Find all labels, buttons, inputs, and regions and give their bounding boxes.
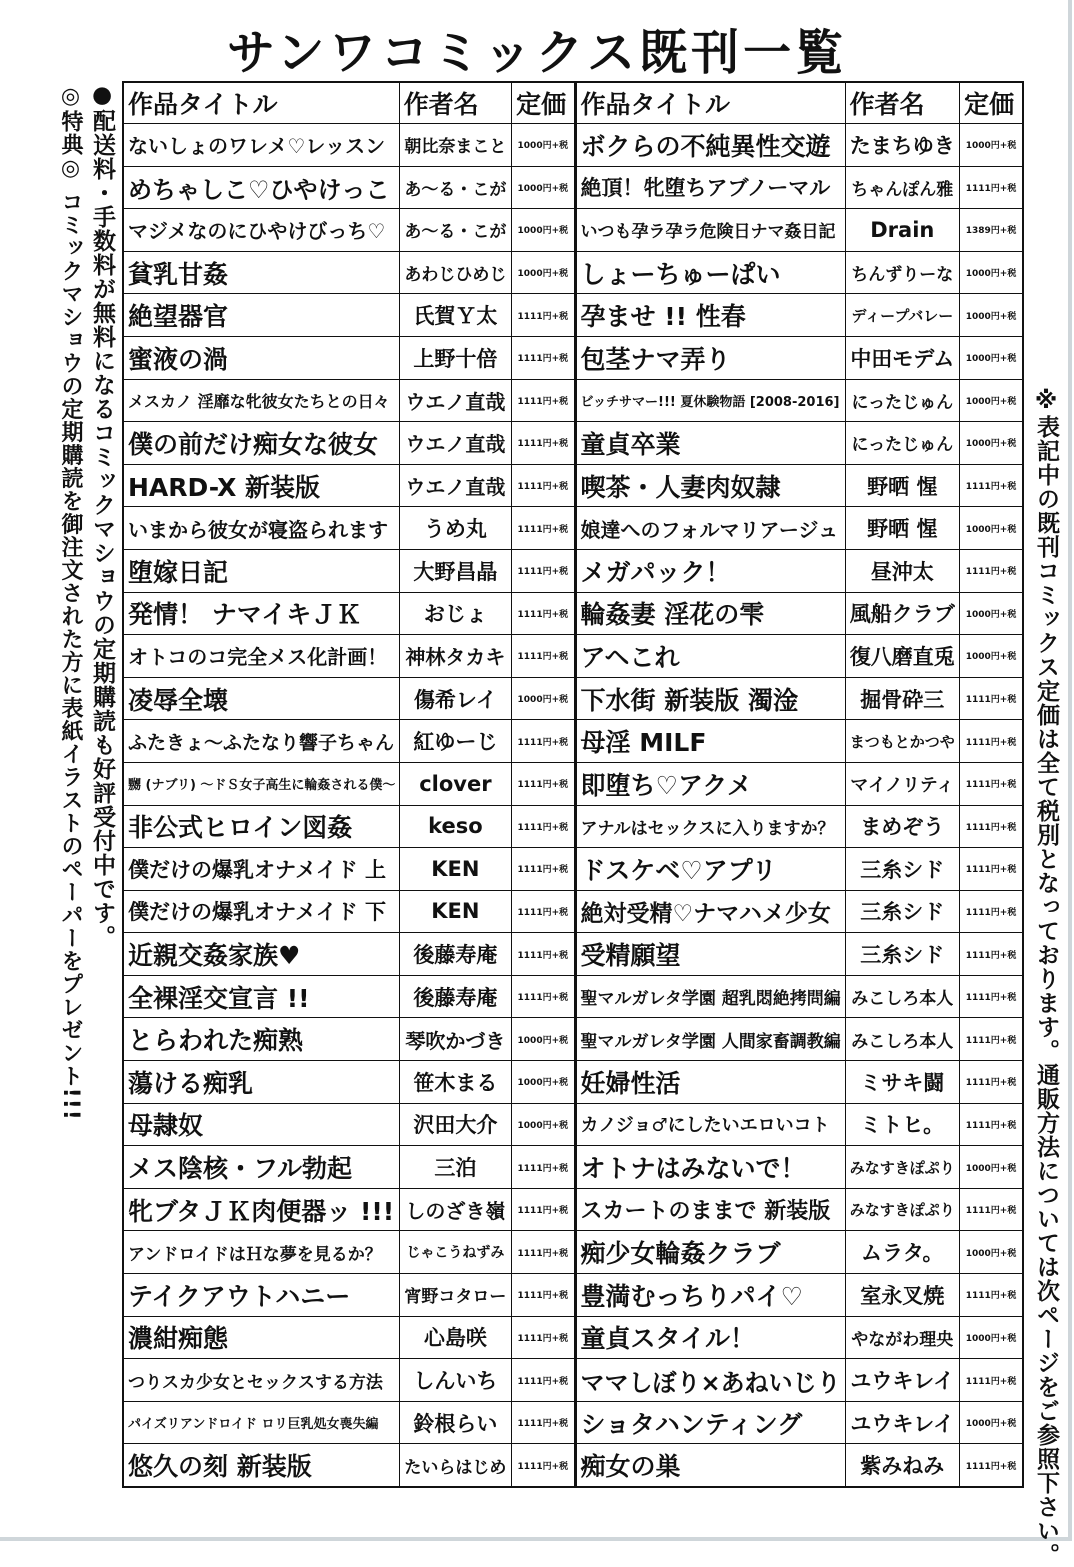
book-title: アヘこれ xyxy=(575,635,845,678)
book-author: 神林タカキ xyxy=(399,635,512,678)
book-title: 母淫 MILF xyxy=(575,720,845,763)
book-title: ドスケベ♡アプリ xyxy=(575,848,845,891)
header-price-right: 定価 xyxy=(960,82,1023,124)
table-row xyxy=(123,1146,1023,1189)
table-row xyxy=(123,549,1023,592)
book-price: 1111円+税 xyxy=(512,933,575,976)
book-title: 聖マルガレタ学園 人間家畜調教編 xyxy=(575,1018,845,1061)
table-row xyxy=(123,422,1023,465)
table-row xyxy=(123,379,1023,422)
book-price: 1000円+税 xyxy=(960,507,1023,550)
book-author: じゃこうねずみ xyxy=(399,1231,512,1274)
book-author: ユウキレイ xyxy=(845,1401,960,1444)
book-title: ふたきょ～ふたなり響子ちゃん xyxy=(123,720,399,763)
book-title: メスカノ 淫靡な牝彼女たちとの日々 xyxy=(123,379,399,422)
book-title: 発情！ ナマイキＪＫ xyxy=(123,592,399,635)
book-author: うめ丸 xyxy=(399,507,512,550)
book-price: 1000円+税 xyxy=(512,1018,575,1061)
table-row xyxy=(123,890,1023,933)
book-title: めちゃしこ♡ひやけっこ xyxy=(123,166,399,209)
book-price: 1000円+税 xyxy=(960,294,1023,337)
book-author: たいらはじめ xyxy=(399,1444,512,1487)
book-title: メガパック！ xyxy=(575,549,845,592)
book-title: カノジョ♂にしたいエロいコト xyxy=(575,1103,845,1146)
book-author: 野晒 惺 xyxy=(845,464,960,507)
book-price: 1111円+税 xyxy=(960,805,1023,848)
book-title: いまから彼女が寝盗られます xyxy=(123,507,399,550)
book-author: 野晒 惺 xyxy=(845,507,960,550)
book-author: ディープバレー xyxy=(845,294,960,337)
book-price: 1000円+税 xyxy=(960,1401,1023,1444)
header-title-left: 作品タイトル xyxy=(123,82,399,124)
book-author: KEN xyxy=(399,848,512,891)
book-price: 1000円+税 xyxy=(960,592,1023,635)
table-row xyxy=(123,975,1023,1018)
book-author: しんいち xyxy=(399,1359,512,1402)
book-author: にったじゅん xyxy=(845,422,960,465)
table-row xyxy=(123,1359,1023,1402)
book-price: 1111円+税 xyxy=(960,1103,1023,1146)
book-author: ウエノ直哉 xyxy=(399,379,512,422)
book-price: 1111円+税 xyxy=(512,549,575,592)
book-author: 三糸シド xyxy=(845,933,960,976)
book-price: 1000円+税 xyxy=(960,336,1023,379)
book-author: たまちゆき xyxy=(845,124,960,167)
book-price: 1000円+税 xyxy=(512,1061,575,1104)
book-price: 1389円+税 xyxy=(960,209,1023,252)
book-price: 1000円+税 xyxy=(960,124,1023,167)
book-author: おじょ xyxy=(399,592,512,635)
book-title: 濃紺痴態 xyxy=(123,1316,399,1359)
book-price: 1000円+税 xyxy=(512,677,575,720)
book-author: 後藤寿庵 xyxy=(399,975,512,1018)
book-title: HARD-X 新装版 xyxy=(123,464,399,507)
book-author: 三泊 xyxy=(399,1146,512,1189)
book-title: 痴女の巣 xyxy=(575,1444,845,1487)
book-price: 1111円+税 xyxy=(960,1188,1023,1231)
book-title: 痴少女輪姦クラブ xyxy=(575,1231,845,1274)
book-price: 1111円+税 xyxy=(512,1359,575,1402)
book-author: あわじひめじ xyxy=(399,251,512,294)
book-price: 1000円+税 xyxy=(960,379,1023,422)
book-title: 聖マルガレタ学園 超乳悶絶拷問編 xyxy=(575,975,845,1018)
book-title: 絶対受精♡ナマハメ少女 xyxy=(575,890,845,933)
book-price: 1111円+税 xyxy=(512,975,575,1018)
book-author: やながわ理央 xyxy=(845,1316,960,1359)
book-title: オトナはみないで！ xyxy=(575,1146,845,1189)
book-price: 1111円+税 xyxy=(512,720,575,763)
book-price: 1000円+税 xyxy=(960,422,1023,465)
header-author-right: 作者名 xyxy=(845,82,960,124)
table-row xyxy=(123,1316,1023,1359)
book-price: 1111円+税 xyxy=(512,336,575,379)
book-price: 1000円+税 xyxy=(960,251,1023,294)
table-row xyxy=(123,209,1023,252)
book-author: Drain xyxy=(845,209,960,252)
table-row xyxy=(123,635,1023,678)
book-price: 1111円+税 xyxy=(960,1018,1023,1061)
table-row xyxy=(123,1401,1023,1444)
subscription-note: ●配送料・手数料が無料になるコミックマショウの定期購読も好評受付中です。 xyxy=(89,82,115,949)
table-row xyxy=(123,848,1023,891)
book-author: 琴吹かづき xyxy=(399,1018,512,1061)
book-price: 1111円+税 xyxy=(512,1231,575,1274)
book-title: とらわれた痴熟 xyxy=(123,1018,399,1061)
book-title: 牝ブタＪＫ肉便器ッ !!! xyxy=(123,1188,399,1231)
book-price: 1000円+税 xyxy=(512,209,575,252)
book-author: みなすきぽぷり xyxy=(845,1146,960,1189)
book-title: 童貞卒業 xyxy=(575,422,845,465)
book-title: オトコのコ完全メス化計画！ xyxy=(123,635,399,678)
book-title: 嬲 (ナブリ) ～ドＳ女子高生に輪姦される僕～ xyxy=(123,762,399,805)
book-price: 1111円+税 xyxy=(960,464,1023,507)
catalog-rows xyxy=(123,124,1023,1488)
book-author: ウエノ直哉 xyxy=(399,422,512,465)
book-author: 心島咲 xyxy=(399,1316,512,1359)
book-price: 1111円+税 xyxy=(512,762,575,805)
book-price: 1111円+税 xyxy=(512,294,575,337)
book-title: アンドロイドはＨな夢を見るか？ xyxy=(123,1231,399,1274)
book-price: 1000円+税 xyxy=(960,635,1023,678)
book-author: 中田モデム xyxy=(845,336,960,379)
book-author: マイノリティ xyxy=(845,762,960,805)
book-price: 1000円+税 xyxy=(960,1231,1023,1274)
book-author: まつもとかつや xyxy=(845,720,960,763)
book-title: 堕嫁日記 xyxy=(123,549,399,592)
book-title: 蕩ける痴乳 xyxy=(123,1061,399,1104)
book-author: 昼沖太 xyxy=(845,549,960,592)
book-author: keso xyxy=(399,805,512,848)
book-title: 蜜液の渦 xyxy=(123,336,399,379)
book-title: 娘達へのフォルマリアージュ xyxy=(575,507,845,550)
book-author: 氏賀Ｙ太 xyxy=(399,294,512,337)
book-title: 貧乳甘姦 xyxy=(123,251,399,294)
header-price-left: 定価 xyxy=(512,82,575,124)
book-price: 1111円+税 xyxy=(512,890,575,933)
book-price: 1111円+税 xyxy=(512,1146,575,1189)
book-price: 1111円+税 xyxy=(960,720,1023,763)
book-author: ミサキ闘 xyxy=(845,1061,960,1104)
book-title: 受精願望 xyxy=(575,933,845,976)
book-author: 宵野コタロー xyxy=(399,1274,512,1317)
book-title: 包茎ナマ弄り xyxy=(575,336,845,379)
book-price: 1111円+税 xyxy=(512,1316,575,1359)
book-title: 豊満むっちりパイ♡ xyxy=(575,1274,845,1317)
book-author: にったじゅん xyxy=(845,379,960,422)
table-row xyxy=(123,1274,1023,1317)
book-title: 絶望器官 xyxy=(123,294,399,337)
book-title: いつも孕ラ孕ラ危険日ナマ姦日記 xyxy=(575,209,845,252)
book-author: 三糸シド xyxy=(845,890,960,933)
book-price: 1000円+税 xyxy=(512,124,575,167)
book-title: ショタハンティング xyxy=(575,1401,845,1444)
book-title: 下水街 新装版 濁淦 xyxy=(575,677,845,720)
book-title: ないしょのワレメ♡レッスン xyxy=(123,124,399,167)
book-price: 1111円+税 xyxy=(960,1359,1023,1402)
book-title: パイズリアンドロイド ロリ巨乳処女喪失編 xyxy=(123,1401,399,1444)
book-author: ミトヒ。 xyxy=(845,1103,960,1146)
book-author: 三糸シド xyxy=(845,848,960,891)
book-price: 1111円+税 xyxy=(512,1444,575,1487)
table-row xyxy=(123,124,1023,167)
book-title: 僕だけの爆乳オナメイド 下 xyxy=(123,890,399,933)
table-row xyxy=(123,1444,1023,1487)
book-title: 喫茶・人妻肉奴隷 xyxy=(575,464,845,507)
book-price: 1111円+税 xyxy=(960,677,1023,720)
book-price: 1000円+税 xyxy=(960,1146,1023,1189)
book-author: 沢田大介 xyxy=(399,1103,512,1146)
book-title: 即堕ち♡アクメ xyxy=(575,762,845,805)
book-author: みこしろ本人 xyxy=(845,975,960,1018)
book-price: 1111円+税 xyxy=(512,635,575,678)
page-title: サンワコミックス既刊一覧 xyxy=(226,25,848,81)
book-price: 1111円+税 xyxy=(960,975,1023,1018)
book-title: マジメなのにひやけびっち♡ xyxy=(123,209,399,252)
book-author: みなすきぽぷり xyxy=(845,1188,960,1231)
book-price: 1111円+税 xyxy=(512,805,575,848)
table-row xyxy=(123,166,1023,209)
book-author: 傷希レイ xyxy=(399,677,512,720)
book-author: 風船クラブ xyxy=(845,592,960,635)
book-author: 紅ゆーじ xyxy=(399,720,512,763)
book-price: 1111円+税 xyxy=(960,848,1023,891)
header-author-left: 作者名 xyxy=(399,82,512,124)
book-title: スカートのままで 新装版 xyxy=(575,1188,845,1231)
table-row xyxy=(123,1231,1023,1274)
book-title: ボクらの不純異性交遊 xyxy=(575,124,845,167)
table-row xyxy=(123,762,1023,805)
book-title: ビッチサマー!!! 夏休験物語 [2008-2016] xyxy=(575,379,845,422)
book-price: 1111円+税 xyxy=(960,1061,1023,1104)
book-title: つりスカ少女とセックスする方法 xyxy=(123,1359,399,1402)
book-price: 1111円+税 xyxy=(960,166,1023,209)
book-title: アナルはセックスに入りますか？ xyxy=(575,805,845,848)
price-note: ※表記中の既刊コミックス定価は全て税別となっております。通販方法については次ページをご参照下さい。 xyxy=(1033,388,1059,1567)
header-title-right: 作品タイトル xyxy=(575,82,845,124)
book-author: 掘骨砕三 xyxy=(845,677,960,720)
book-price: 1111円+税 xyxy=(960,1274,1023,1317)
table-row xyxy=(123,592,1023,635)
book-price: 1111円+税 xyxy=(960,549,1023,592)
book-price: 1111円+税 xyxy=(960,762,1023,805)
book-title: 母隷奴 xyxy=(123,1103,399,1146)
book-price: 1111円+税 xyxy=(512,422,575,465)
table-row xyxy=(123,677,1023,720)
book-price: 1111円+税 xyxy=(512,379,575,422)
table-row xyxy=(123,720,1023,763)
book-price: 1111円+税 xyxy=(512,464,575,507)
book-author: ウエノ直哉 xyxy=(399,464,512,507)
table-row xyxy=(123,336,1023,379)
table-row xyxy=(123,1188,1023,1231)
book-author: clover xyxy=(399,762,512,805)
table-row xyxy=(123,805,1023,848)
book-title: ママしぼり×あねいじり xyxy=(575,1359,845,1402)
book-author: ユウキレイ xyxy=(845,1359,960,1402)
book-title: 絶頂！牝堕ちアブノーマル xyxy=(575,166,845,209)
book-author: あ～る・こが xyxy=(399,166,512,209)
book-title: 妊婦性活 xyxy=(575,1061,845,1104)
book-author: みこしろ本人 xyxy=(845,1018,960,1061)
book-title: 輪姦妻 淫花の雫 xyxy=(575,592,845,635)
book-author: ちゃんぽん雅 xyxy=(845,166,960,209)
book-author: ちんずりーな xyxy=(845,251,960,294)
book-author: 後藤寿庵 xyxy=(399,933,512,976)
book-author: 復八磨直兎 xyxy=(845,635,960,678)
table-row xyxy=(123,1103,1023,1146)
book-price: 1111円+税 xyxy=(512,1188,575,1231)
book-author: 朝比奈まこと xyxy=(399,124,512,167)
book-price: 1111円+税 xyxy=(512,1274,575,1317)
book-author: 大野昌晶 xyxy=(399,549,512,592)
header-row xyxy=(123,82,1023,124)
book-author: あ～る・こが xyxy=(399,209,512,252)
book-author: まめぞう xyxy=(845,805,960,848)
book-title: 非公式ヒロイン図姦 xyxy=(123,805,399,848)
book-author: 鈴根らい xyxy=(399,1401,512,1444)
book-title: 悠久の刻 新装版 xyxy=(123,1444,399,1487)
book-author: ムラタ。 xyxy=(845,1231,960,1274)
book-title: メス陰核・フル勃起 xyxy=(123,1146,399,1189)
table-row xyxy=(123,1061,1023,1104)
book-title: 孕ませ !! 性春 xyxy=(575,294,845,337)
book-author: 室永叉焼 xyxy=(845,1274,960,1317)
book-author: 紫みねみ xyxy=(845,1444,960,1487)
table-row xyxy=(123,251,1023,294)
book-price: 1111円+税 xyxy=(960,933,1023,976)
table-row xyxy=(123,933,1023,976)
book-price: 1111円+税 xyxy=(512,592,575,635)
book-author: 笹木まる xyxy=(399,1061,512,1104)
book-price: 1111円+税 xyxy=(512,848,575,891)
book-title: 僕だけの爆乳オナメイド 上 xyxy=(123,848,399,891)
table-row xyxy=(123,507,1023,550)
table-row xyxy=(123,464,1023,507)
book-price: 1000円+税 xyxy=(960,1316,1023,1359)
table-row xyxy=(123,1018,1023,1061)
book-author: 上野十倍 xyxy=(399,336,512,379)
book-price: 1111円+税 xyxy=(960,890,1023,933)
book-title: 全裸淫交宣言 !! xyxy=(123,975,399,1018)
bonus-note: ◎特典◎ コミックマショウの定期購読を御注文された方に表紙イラストのペーパーをプレゼント!!! xyxy=(58,84,83,1121)
book-title: しょーちゅーぱい xyxy=(575,251,845,294)
book-author: KEN xyxy=(399,890,512,933)
book-price: 1111円+税 xyxy=(512,1401,575,1444)
book-price: 1000円+税 xyxy=(512,166,575,209)
book-title: 童貞スタイル！ xyxy=(575,1316,845,1359)
book-title: 近親交姦家族♥ xyxy=(123,933,399,976)
book-price: 1000円+税 xyxy=(512,251,575,294)
book-title: テイクアウトハニー xyxy=(123,1274,399,1317)
book-price: 1111円+税 xyxy=(512,507,575,550)
book-author: しのざき嶺 xyxy=(399,1188,512,1231)
book-price: 1000円+税 xyxy=(512,1103,575,1146)
book-price: 1111円+税 xyxy=(960,1444,1023,1487)
catalog-table xyxy=(122,81,1024,1488)
book-title: 僕の前だけ痴女な彼女 xyxy=(123,422,399,465)
table-row xyxy=(123,294,1023,337)
book-title: 凌辱全壊 xyxy=(123,677,399,720)
